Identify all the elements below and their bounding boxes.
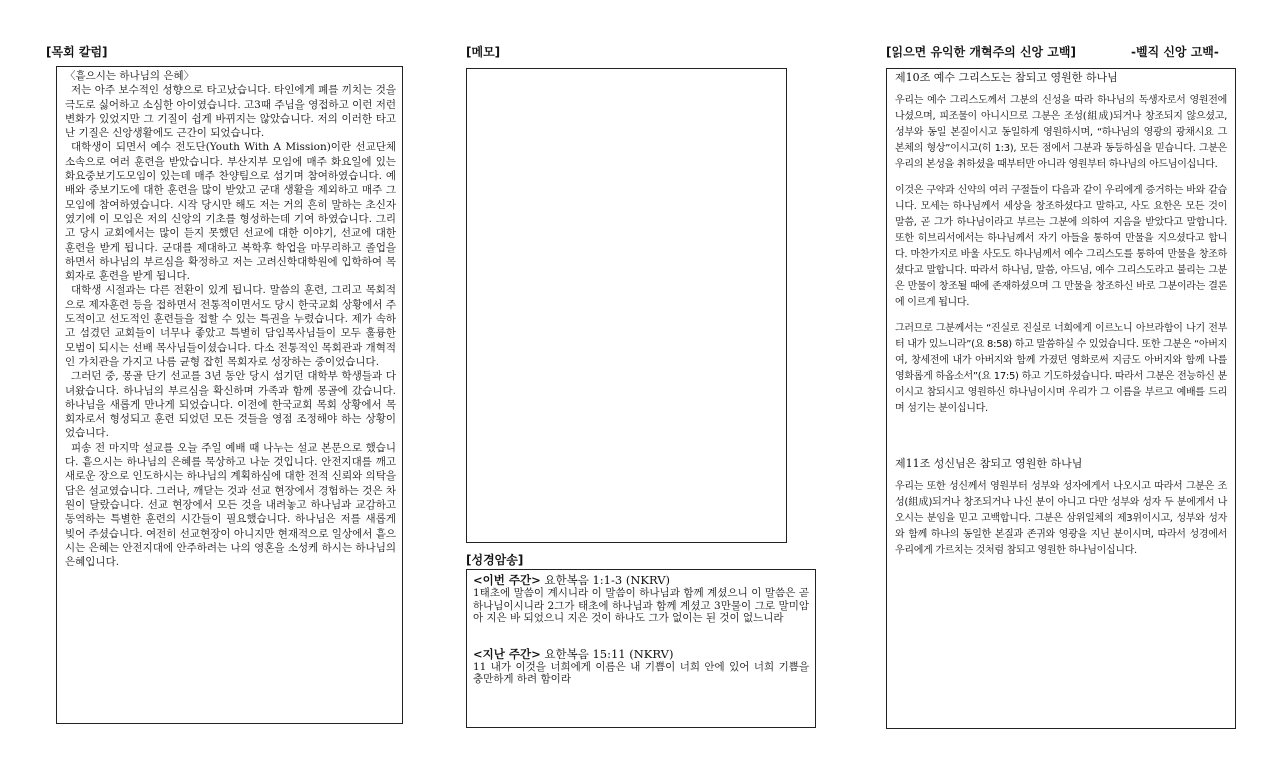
last-week-reference: 요한복음 15:11 (NKRV) — [544, 646, 674, 661]
confession-title: [읽으면 유익한 개혁주의 신앙 고백] — [886, 45, 1076, 59]
last-week-header — [473, 647, 809, 661]
this-week-header — [473, 573, 809, 587]
memo-title: [메모] — [466, 45, 501, 59]
article10-paragraph-2: 이것은 구약과 신약의 여러 구절들이 다음과 같이 우리에게 증거하는 바와 같습니다. 모세는 하나님께서 세상을 창조하셨다고 말하고, 사도 요한은 모든 것이 말씀, 곧 그가 하나님이라고 부르는 그분에 의하여 지음을 받았다고 말합니다. 또한 히브리서에서는 하나님께서 자기 아들을 통하여 만물을 지으셨다고 합니다. 마찬가지로 바울 사도도 하나님께서 예수 그리스도를 통하여 만물을 창조하셨다고 말합니다. 따라서 하나님, 말씀, 아드님, 예수 그리스도라고 불리는 그분은 만물이 창조될 때에 존재하셨으며 그 만물을 창조하신 바로 그분이라는 결론에 이르게 됩니다. — [895, 185, 1227, 308]
confession-subtitle: -벨직 신앙 고백- — [1131, 45, 1219, 59]
article10-paragraph-3: 그러므로 그분께서는 “진실로 진실로 너희에게 이르노니 아브라함이 나기 전부터 내가 있느니라”(요 8:58) 하고 말씀하실 수 있었습니다. 또한 그분은 “아버지여, 창세전에 내가 아버지와 함께 가졌던 영화로써 지금도 아버지와 함께 나를 영화롭게 하옵소서”(요 17:5) 하고 기도하셨습니다. 따라서 그분은 전능하신 분이시고 참되시고 영원하신 하나님이시며 우리가 그 이름을 부르고 예배를 드리며 섬기는 분이십니다. — [895, 323, 1227, 414]
last-week-verse-text: 11 내가 이것을 너희에게 이름은 내 기쁨이 너희 안에 있어 너희 기쁨을 충만하게 하려 함이라 — [473, 660, 809, 686]
pastor-paragraph-5: 피송 전 마지막 설교를 오늘 주일 예배 때 나누는 설교 본문으로 했습니다. 흩으시는 하나님의 은혜를 묵상하고 나눈 것입니다. 안전지대를 깨고 새로운 장으로 인도하시는 하나님의 계획하심에 대한 전적 신뢰와 의탁을 담은 설교였습니다. 그러나, 깨닫는 것과 선교 현장에서 경험하는 것은 차원이 달랐습니다. 선교 현장에서 모든 것을 내려놓고 하나님과 교감하고 동역하는 특별한 훈련의 시간들이 필요했습니다. 하나님은 저를 새롭게 빚어 주셨습니다. 여전히 선교현장이 아니지만 현재적으로 일상에서 흩으시는 은혜는 안전지대에 안주하려는 나의 영혼을 소성케 하시는 하나님의 은혜입니다. — [65, 441, 396, 569]
pastor-paragraph-3: 대학생 시절과는 다른 전환이 있게 됩니다. 말씀의 훈련, 그리고 목회적으로 제자훈련 등을 접하면서 전통적이면서도 당시 한국교회 상황에서 주도적이고 선도적인 훈련들을 접할 수 있는 특권을 누렸습니다. 제가 속하고 섬겼던 교회들이 너무나 좋았고 특별히 담임목사님들이 모두 훌륭한 모범이 되시는 선배 목사님들이셨습니다. 다소 전통적인 목회관과 개혁적인 가치관을 가지고 나름 균형 잡힌 목회자로 성장하는 중이었습니다. — [65, 284, 396, 368]
confession-box — [886, 68, 1236, 729]
pastor-paragraph-4: 그러던 중, 몽골 단기 선교를 3년 동안 당시 섬기던 대학부 학생들과 다녀왔습니다. 하나님의 부르심을 확신하며 가족과 함께 몽골에 갔습니다. 하나님을 새롭게 만나게 되었습니다. 이전에 한국교회 목회 상황에서 목회자로서 형성되고 훈련 되었던 모든 것들을 영점 조정해야 하는 상황이었습니다. — [65, 370, 396, 440]
article11-title: 제11조 성신님은 참되고 영원한 하나님 — [895, 457, 1083, 470]
pastor-column-box — [56, 66, 403, 724]
this-week-label: <이번 주간> — [473, 573, 541, 587]
last-week-label: <지난 주간> — [473, 646, 541, 661]
pastor-column-heading: 〈흩으시는 하나님의 은혜〉 — [65, 70, 195, 82]
article10-paragraph-1: 우리는 예수 그리스도께서 그분의 신성을 따라 하나님의 독생자로서 영원전에 나셨으며, 피조물이 아니시므로 그분은 조성(組成)되거나 창조되지 않으셨고, 성부와 동일 본질이시고 동일하게 영원하시며, “하나님의 영광의 광채시요 그 본체의 형상”이시고(히 1:3), 모든 점에서 그분과 동등하심을 믿습니다. 그분은 우리의 본성을 취하셨을 때부터만 아니라 영원부터 하나님의 아드님이십니다. — [895, 95, 1227, 170]
this-week-verse-text: 1태초에 말씀이 계시니라 이 말씀이 하나님과 함께 계셨으니 이 말씀은 곧 하나님이시니라 2그가 태초에 하나님과 함께 계셨고 3만물이 그로 말미암아 지은 바 되었으니 지은 것이 하나도 그가 없이는 된 것이 없느니라 — [473, 587, 809, 625]
pastor-column-title: [목회 칼럼] — [46, 45, 108, 59]
article11-paragraph-1: 우리는 또한 성신께서 영원부터 성부와 성자에게서 나오시고 따라서 그분은 조성(組成)되거나 창조되거나 나신 분이 아니고 다만 성부와 성자 두 분에게서 나오시는 분임을 믿고 고백합니다. 그분은 삼위일체의 제3위이시고, 성부와 성자와 함께 하나의 동일한 본질과 존귀와 영광을 지닌 분이시며, 따라서 성경에서 우리에게 가르치는 것처럼 참되고 영원한 하나님이십니다. — [895, 481, 1227, 556]
pastor-paragraph-2: 대학생이 되면서 예수 전도단(Youth With A Mission)이란 선교단체 소속으로 여러 훈련을 받았습니다. 부산지부 모임에 매주 화요일에 있는 화요중보기도모임이 있는데 매주 찬양팀으로 섬기며 참여하였습니다. 예배와 중보기도에 대한 훈련을 많이 받았고 군대 생활을 제외하고 매주 그 모임에 참여하였습니다. 시작 당시만 해도 저는 거의 흔히 말하는 초신자였기에 이 모임은 저의 신앙의 기초를 형성하는데 기여 하였습니다. 그리고 당시 교회에서는 많이 듣지 못했던 선교에 대한 이야기, 선교에 대한 훈련을 받게 됩니다. 군대를 제대하고 복학후 학업을 마무리하고 졸업을 하면서 하나님의 부르심을 확정하고 저는 고려신학대학원에 입학하여 목회자로 훈련을 받게 됩니다. — [65, 141, 396, 283]
memo-box — [466, 68, 787, 543]
pastor-paragraph-1: 저는 아주 보수적인 성향으로 타고났습니다. 타인에게 폐를 끼치는 것을 극도로 싫어하고 소심한 아이였습니다. 고3때 주님을 영접하고 이런 저런 변화가 있었지만 그 기질이 쉽게 바뀌지는 않았습니다. 저의 이러한 타고난 기질은 신앙생활에도 근간이 되었습니다. — [65, 84, 396, 140]
article10-title: 제10조 예수 그리스도는 참되고 영원한 하나님 — [895, 71, 1118, 84]
this-week-reference: 요한복음 1:1-3 (NKRV) — [544, 573, 671, 587]
verse-title: [성경암송] — [466, 553, 524, 567]
verse-box — [466, 569, 816, 728]
